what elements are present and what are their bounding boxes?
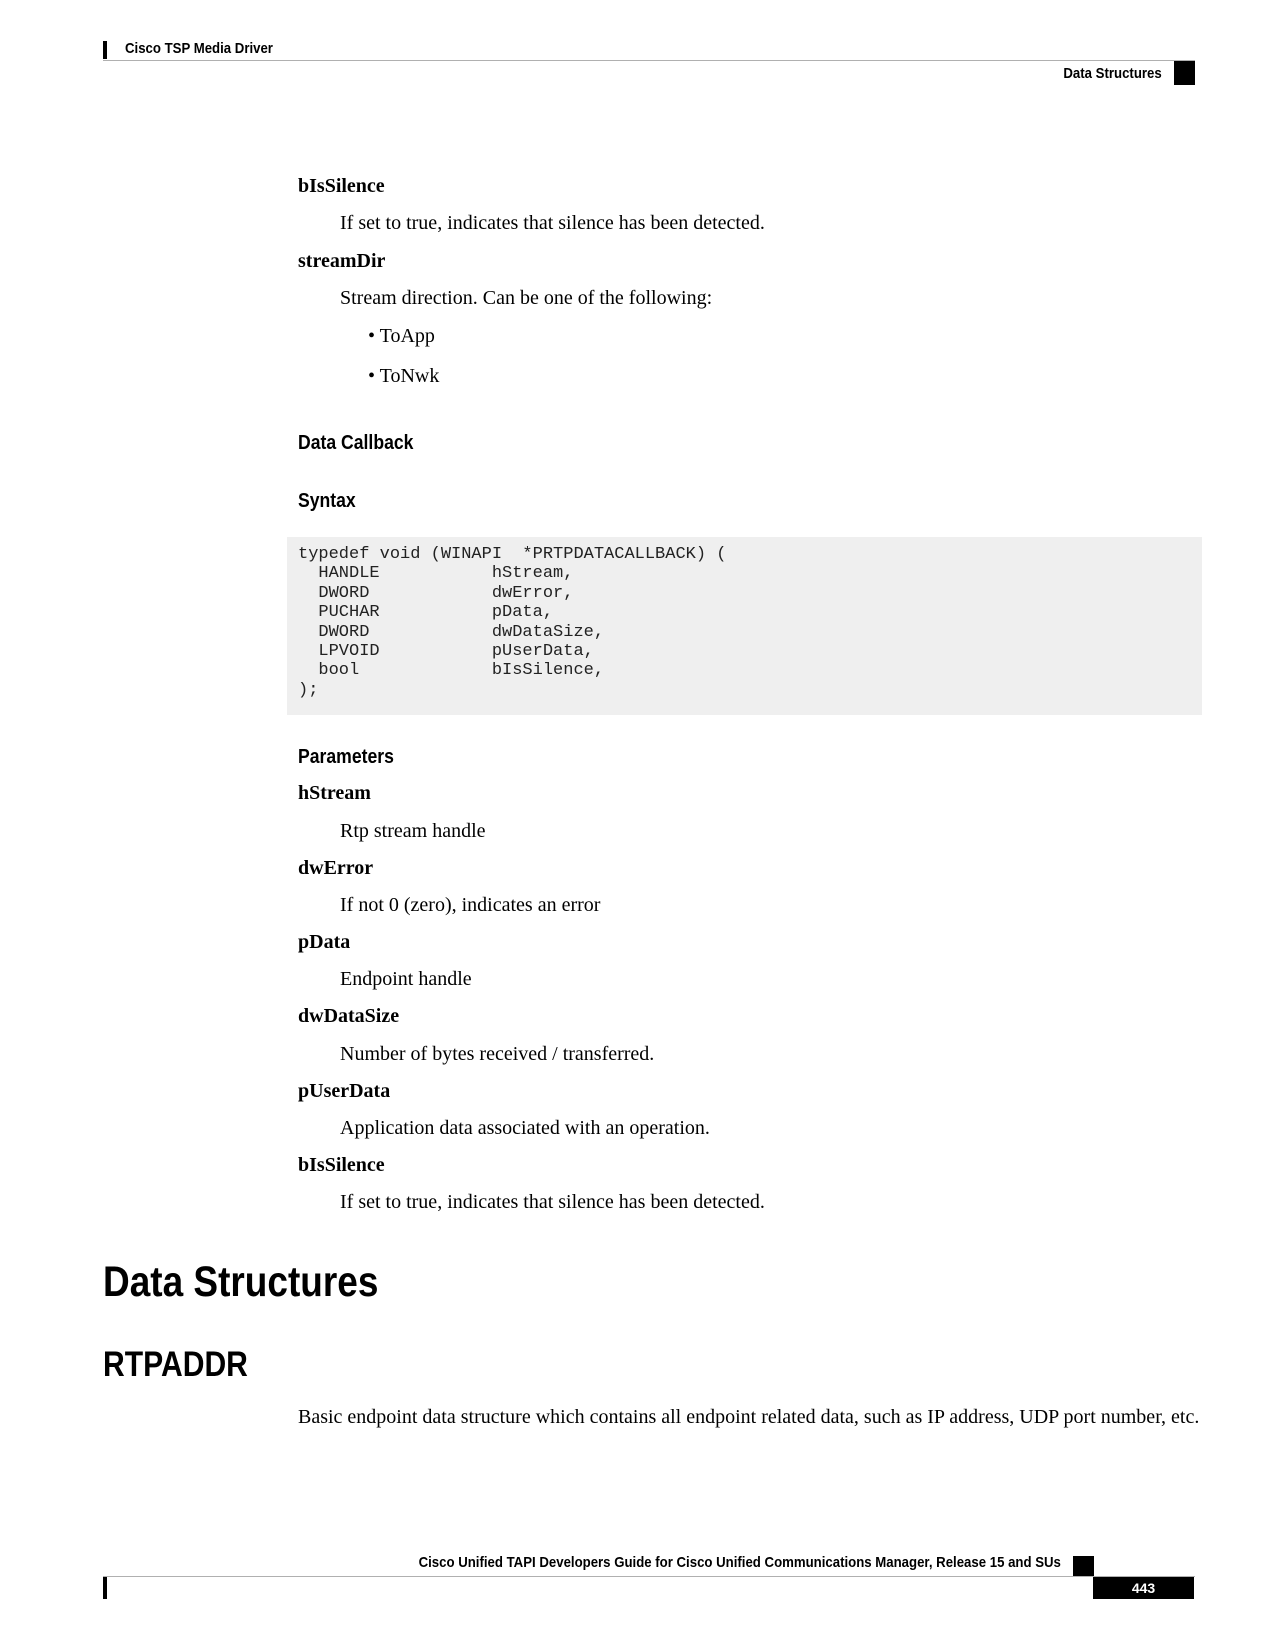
bullet-glyph: • xyxy=(368,325,380,347)
param-name-streamdir: streamDir xyxy=(298,250,386,272)
code-block xyxy=(287,537,1202,715)
header-rule xyxy=(103,60,1195,61)
syntax-heading: Syntax xyxy=(298,490,356,512)
footer-left-bar xyxy=(103,1577,107,1599)
list-item xyxy=(368,365,439,388)
footer-marker-box xyxy=(1073,1556,1094,1576)
param-name-pdata: pData xyxy=(298,931,351,953)
header-document-title: Cisco TSP Media Driver xyxy=(125,40,273,57)
bullet-glyph: • xyxy=(368,365,380,387)
param-desc-dwdatasize: Number of bytes received / transferred. xyxy=(340,1043,655,1065)
list-item-label: ToApp xyxy=(379,325,435,347)
data-structures-heading: Data Structures xyxy=(103,1258,379,1306)
code-text: typedef void (WINAPI *PRTPDATACALLBACK) ( HANDLE hStream, DWORD dwError, PUCHAR pData, DWORD dwDataSize, LPVOID pUserData, bool bIsSilence, ); xyxy=(298,545,727,700)
footer-rule xyxy=(103,1576,1195,1577)
header-marker-box xyxy=(1174,61,1195,85)
param-desc-streamdir: Stream direction. Can be one of the following: xyxy=(340,287,713,309)
param-name-dwerror: dwError xyxy=(298,857,374,879)
param-name-hstream: hStream xyxy=(298,782,371,804)
param-desc-puserdata: Application data associated with an operation. xyxy=(340,1117,710,1139)
param-name-bissilence-top: bIsSilence xyxy=(298,175,385,197)
parameters-heading: Parameters xyxy=(298,746,394,768)
param-desc-bissilence-top: If set to true, indicates that silence has been detected. xyxy=(340,212,765,234)
param-desc-dwerror: If not 0 (zero), indicates an error xyxy=(340,894,601,916)
header-section-title: Data Structures xyxy=(1063,65,1162,82)
data-callback-heading: Data Callback xyxy=(298,432,414,454)
param-name-bissilence: bIsSilence xyxy=(298,1154,385,1176)
list-item-label: ToNwk xyxy=(379,365,440,387)
header-left-bar xyxy=(103,41,107,59)
rtpaddr-description: Basic endpoint data structure which contains all endpoint related data, such as IP address, UDP port number, etc. xyxy=(298,1406,1200,1428)
param-desc-hstream: Rtp stream handle xyxy=(340,820,486,842)
list-item xyxy=(368,325,435,348)
param-desc-pdata: Endpoint handle xyxy=(340,968,472,990)
param-name-dwdatasize: dwDataSize xyxy=(298,1005,400,1027)
rtpaddr-heading: RTPADDR xyxy=(103,1345,248,1384)
page-number: 443 xyxy=(1093,1577,1194,1599)
param-desc-bissilence: If set to true, indicates that silence has been detected. xyxy=(340,1191,765,1213)
footer-guide-title: Cisco Unified TAPI Developers Guide for Cisco Unified Communications Manager, Release 15 and SUs xyxy=(418,1554,1061,1571)
param-name-puserdata: pUserData xyxy=(298,1080,391,1102)
